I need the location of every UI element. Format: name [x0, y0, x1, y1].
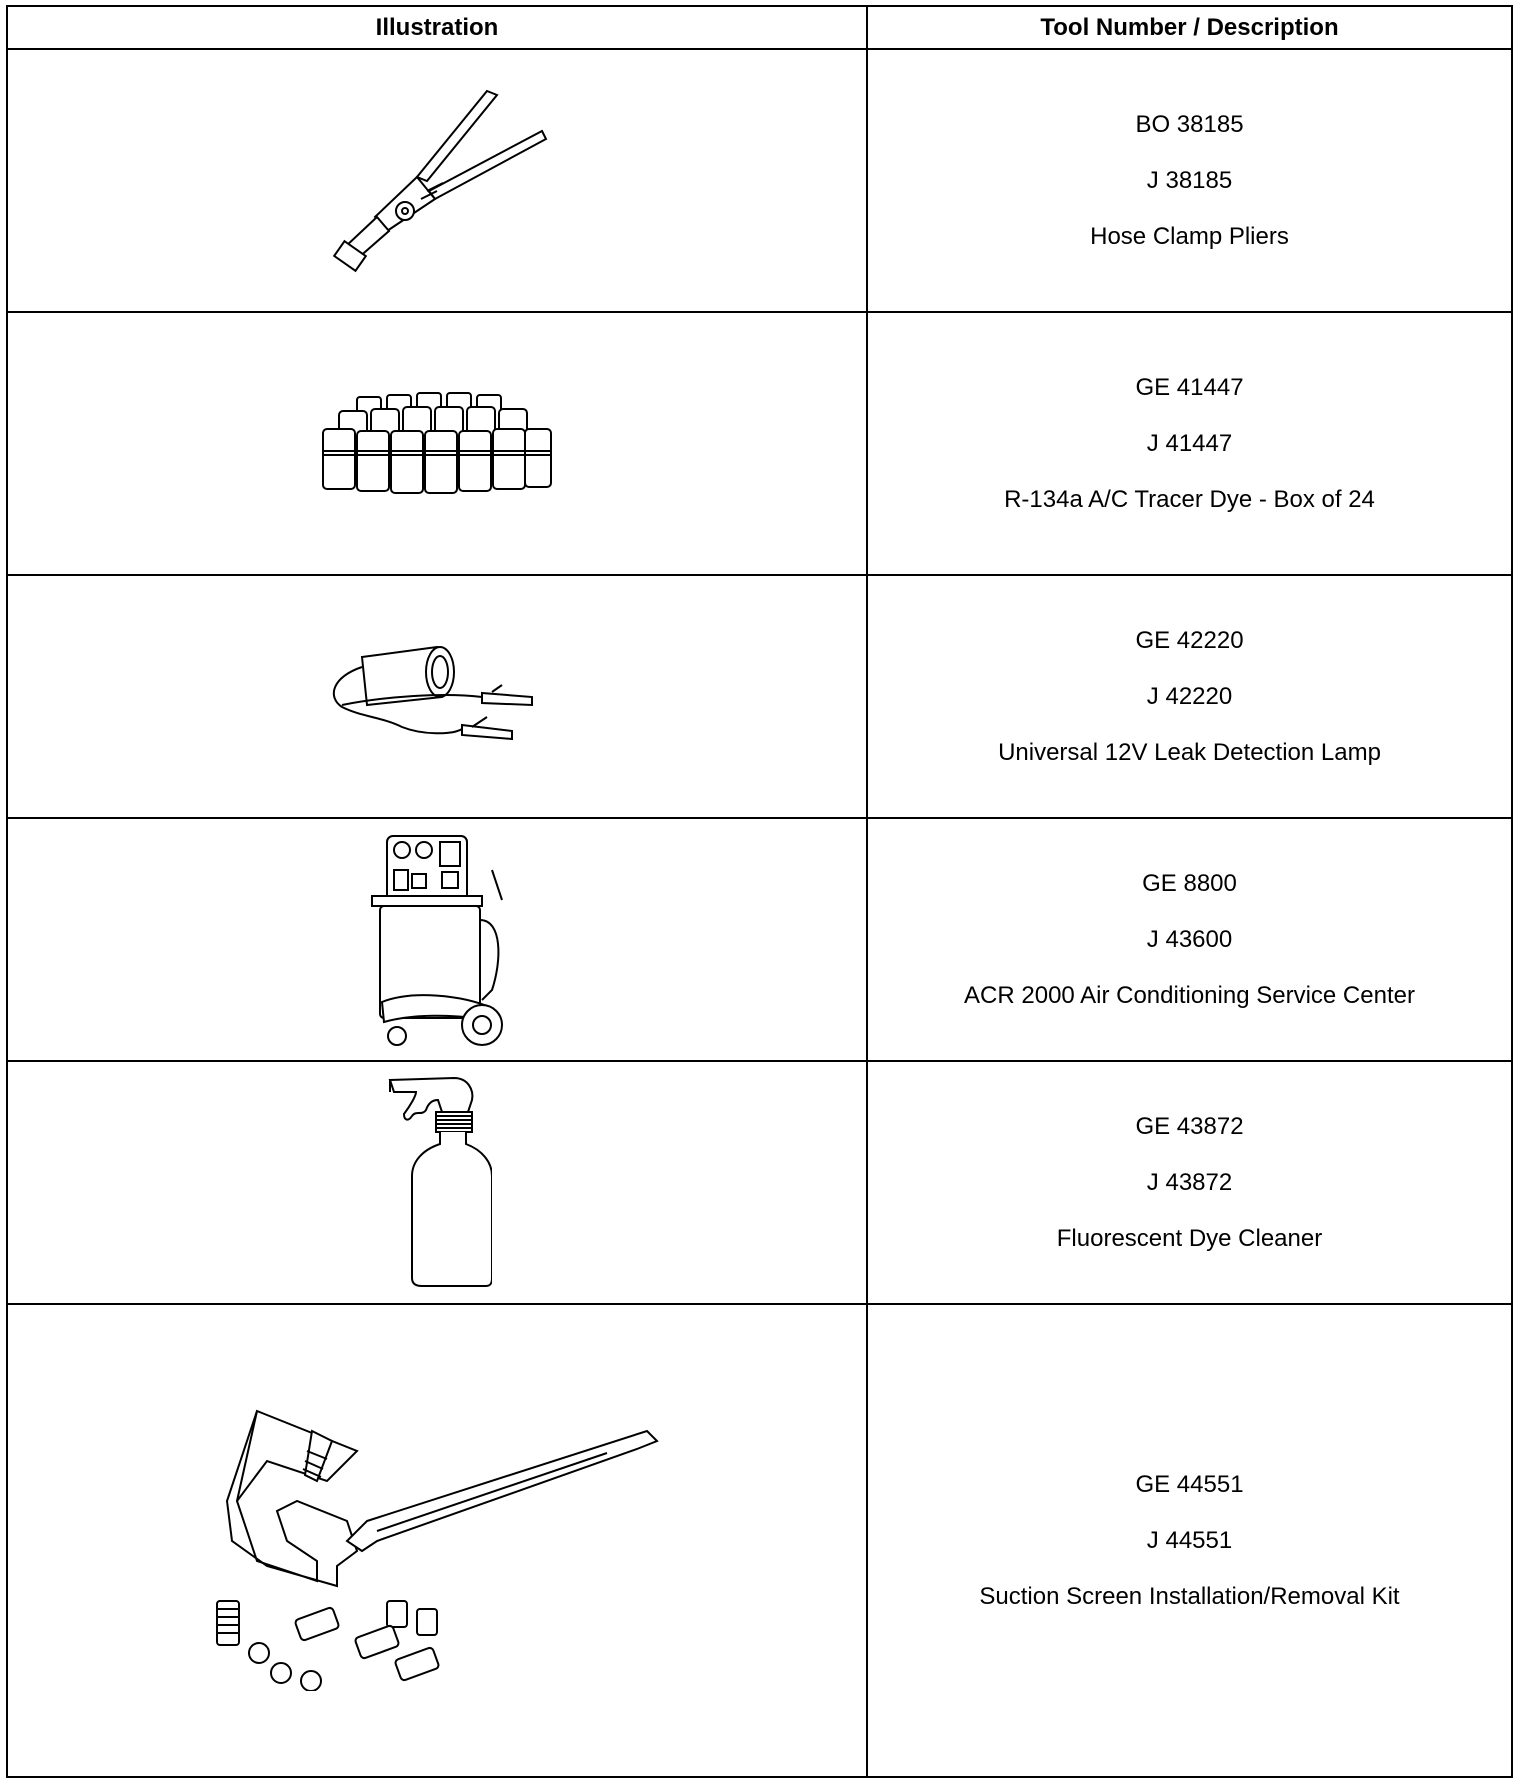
header-tool-description: Tool Number / Description [867, 6, 1512, 49]
illustration-cell [7, 312, 867, 575]
table-row [7, 818, 1512, 1061]
tool-description: Suction Screen Installation/Removal Kit [979, 1582, 1400, 1610]
description-cell [867, 312, 1512, 575]
tool-code-secondary: J 43600 [1146, 925, 1233, 953]
suction-screen-kit-icon [197, 1391, 677, 1691]
tool-code-primary: BO 38185 [1135, 110, 1244, 138]
spray-bottle-icon [382, 1070, 492, 1295]
illustration-cell [7, 1304, 867, 1777]
hose-clamp-pliers-icon [317, 81, 557, 281]
tool-code-secondary: J 44551 [1146, 1526, 1233, 1554]
tool-code-primary: GE 42220 [1135, 626, 1244, 654]
leak-detection-lamp-icon [322, 637, 552, 757]
tool-description: R-134a A/C Tracer Dye - Box of 24 [1004, 485, 1375, 513]
illustration-cell [7, 575, 867, 818]
tool-code-secondary: J 43872 [1146, 1168, 1233, 1196]
table-row [7, 49, 1512, 312]
tool-code-primary: GE 8800 [1142, 869, 1237, 897]
illustration-cell [7, 1061, 867, 1304]
tool-code-secondary: J 41447 [1146, 429, 1233, 457]
header-illustration: Illustration [7, 6, 867, 49]
table-row [7, 1304, 1512, 1777]
tool-code-primary: GE 44551 [1135, 1470, 1244, 1498]
header-row [7, 6, 1512, 49]
tool-description: Fluorescent Dye Cleaner [1056, 1224, 1323, 1252]
tool-code-primary: GE 41447 [1135, 373, 1244, 401]
tool-code-secondary: J 38185 [1146, 166, 1233, 194]
tools-table [6, 5, 1513, 1778]
description-cell [867, 49, 1512, 312]
illustration-cell [7, 818, 867, 1061]
table-row [7, 1061, 1512, 1304]
description-cell [867, 575, 1512, 818]
description-cell [867, 1304, 1512, 1777]
illustration-cell [7, 49, 867, 312]
tool-description: Hose Clamp Pliers [1090, 222, 1289, 250]
tracer-dye-bottles-icon [317, 389, 557, 499]
table-row [7, 575, 1512, 818]
tool-code-primary: GE 43872 [1135, 1112, 1244, 1140]
tool-code-secondary: J 42220 [1146, 682, 1233, 710]
table-row [7, 312, 1512, 575]
tool-description: ACR 2000 Air Conditioning Service Center [964, 981, 1415, 1009]
description-cell [867, 1061, 1512, 1304]
description-cell [867, 818, 1512, 1061]
tool-description: Universal 12V Leak Detection Lamp [998, 738, 1381, 766]
ac-service-center-icon [352, 830, 522, 1050]
